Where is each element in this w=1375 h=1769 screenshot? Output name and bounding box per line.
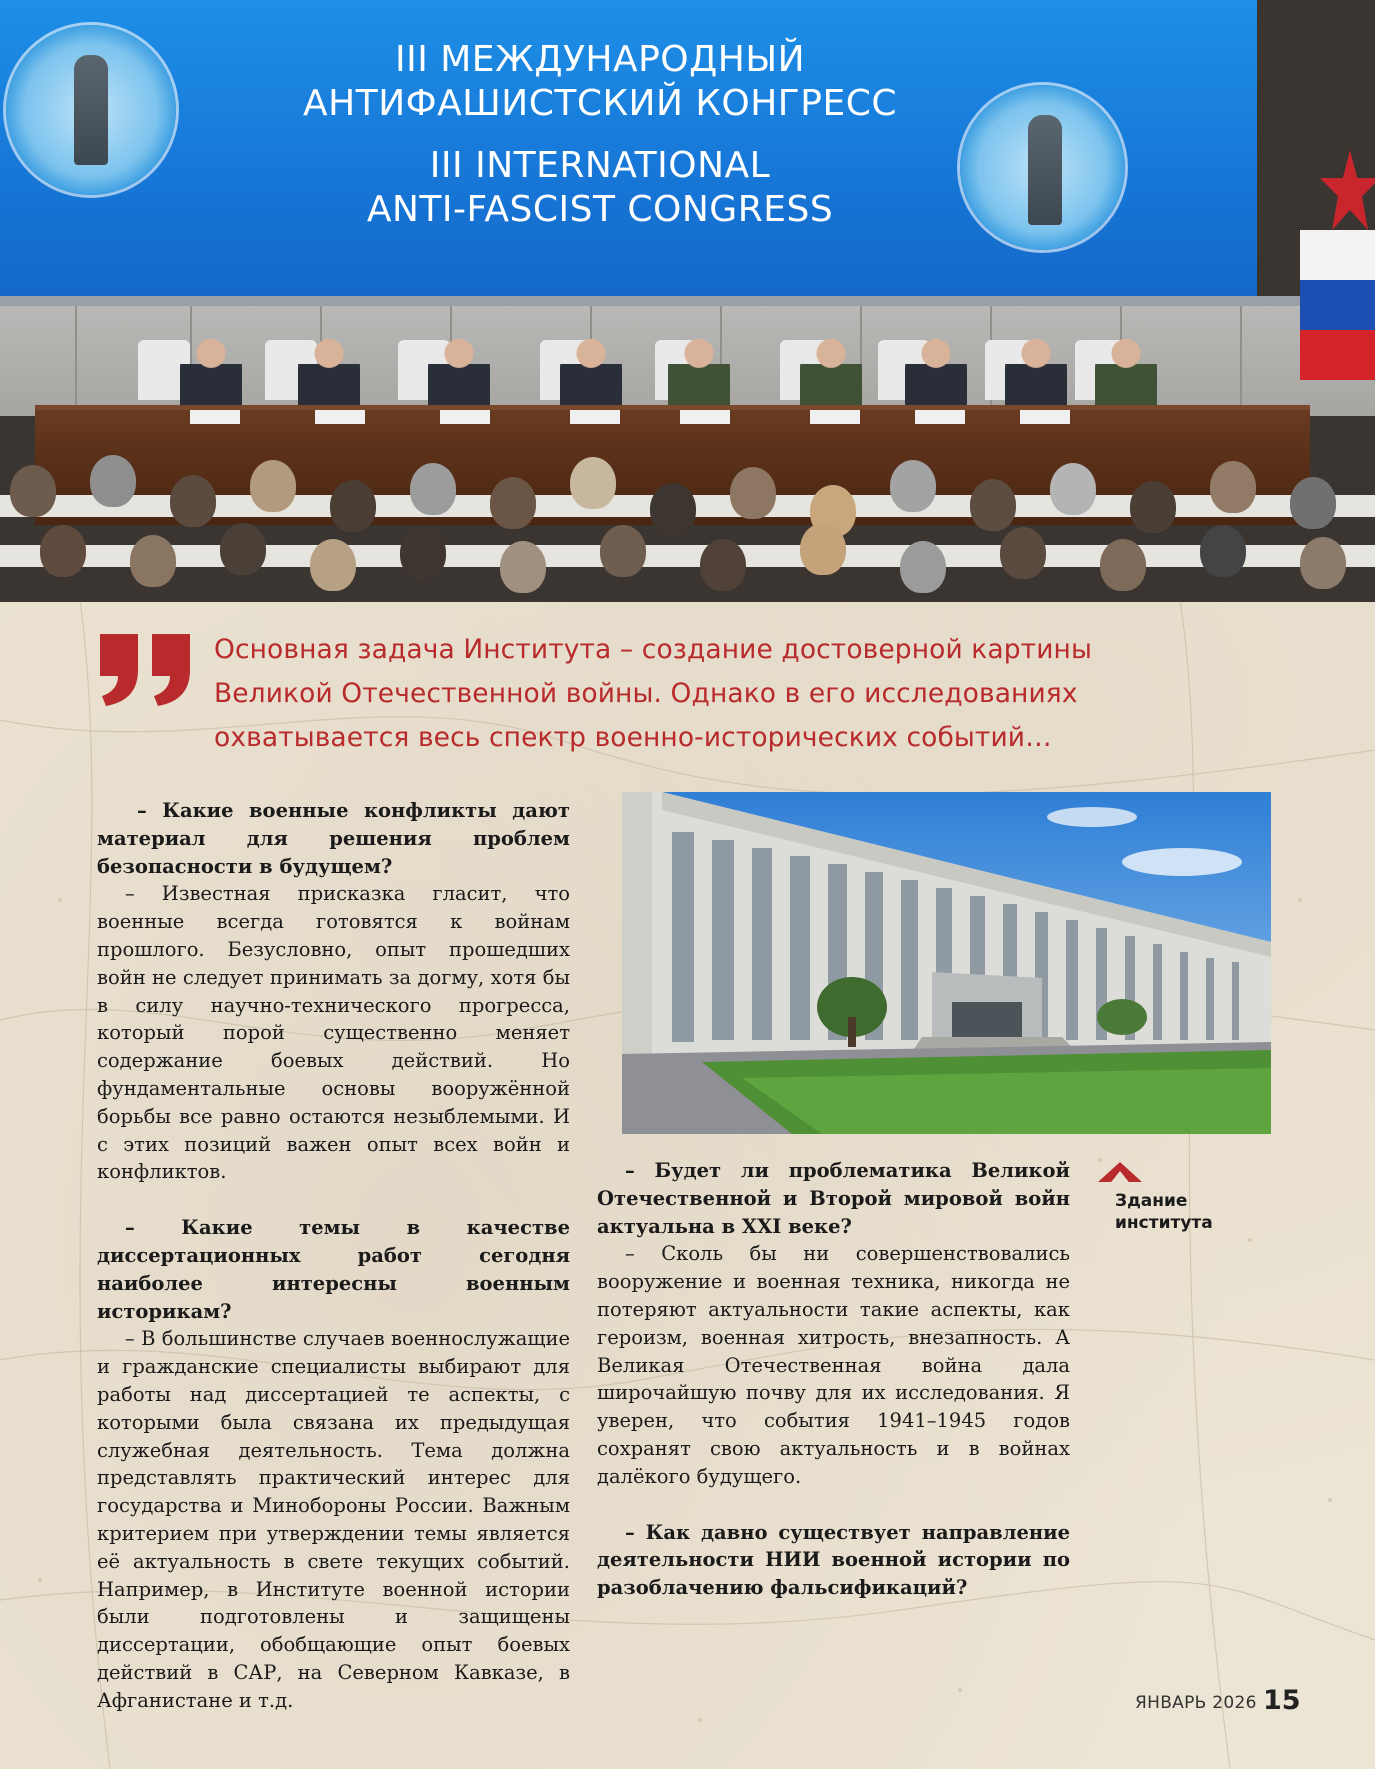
question-3: – Будет ли проблематика Великой Отечественной и Второй мировой войн актуальна в XXI веке?	[597, 1159, 1070, 1238]
pull-quote-line-1: Основная задача Института – создание достоверной картины	[214, 634, 1092, 665]
left-column	[97, 797, 570, 1715]
audience	[0, 455, 1375, 602]
presidium-member	[180, 338, 242, 408]
presidium-member	[560, 338, 622, 408]
screen-title	[300, 38, 900, 232]
presidium-member	[905, 338, 967, 408]
presidium-member	[668, 338, 730, 408]
answer-1: – Известная присказка гласит, что военные всегда готовятся к войнам прошлого. Безусловно, опыт прошедших войн не следует принимать за догму, хотя бы в силу научно-технического прогресса, который порой существенно меняет содержание боевых действий. Но фундаментальные основы вооружённой борьбы все равно остаются незыблемыми. И с этих позиций важен опыт всех войн и конфликтов.	[97, 882, 570, 1184]
russian-flag	[1300, 230, 1375, 380]
question-2: – Какие темы в качестве диссертационных работ сегодня наиболее интересны военным историкам?	[97, 1216, 570, 1323]
question-1: – Какие военные конфликты дают материал для решения проблем безопасности в будущем?	[97, 799, 570, 878]
page-number: 15	[1263, 1685, 1301, 1716]
screen-title-en-1: III INTERNATIONAL	[429, 145, 771, 186]
presidium-member	[1005, 338, 1067, 408]
screen-title-ru-1: III МЕЖДУНАРОДНЫЙ	[394, 39, 806, 80]
presidium-member	[1095, 338, 1157, 408]
pull-quote-line-3: охватывается весь спектр военно-исторических событий…	[214, 722, 1052, 753]
screen-frame	[0, 296, 1375, 306]
answer-2: – В большинстве случаев военнослужащие и гражданские специалисты выбирают для работы над диссертацией те аспекты, с которыми была связана их предыдущая служебная деятельность. Тема должна представлять практический интерес для государства и Минобороны России. Важным критерием при утверждении темы является её актуальность в свете текущих событий. Например, в Институте военной истории были подготовлены и защищены диссертации, обобщающие опыт боевых действий в САР, на Северном Кавказе, в Афганистане и т.д.	[97, 1327, 570, 1712]
congress-emblem-left	[6, 25, 176, 195]
presidium-member	[800, 338, 862, 408]
presidium-member	[298, 338, 360, 408]
presentation-screen	[0, 0, 1257, 300]
question-4: – Как давно существует направление деятельности НИИ военной истории по разоблачению фальсификаций?	[597, 1520, 1070, 1600]
presidium-member	[428, 338, 490, 408]
congress-photo	[0, 0, 1375, 602]
photo-caption: Здание института	[1115, 1191, 1213, 1233]
congress-emblem-right	[960, 85, 1125, 250]
pull-quote-line-2: Великой Отечественной войны. Однако в его исследованиях	[214, 678, 1078, 709]
institute-building-photo	[622, 792, 1271, 1134]
answer-3: – Сколь бы ни совершенствовались вооружение и военная техника, никогда не потеряют актуальности такие аспекты, как героизм, военная хитрость, внезапность. А Великая Отечественная война дала широчайшую почву для их исследования. Я уверен, что события 1941–1945 годов сохранят свою актуальность и в войнах далёкого будущего.	[597, 1242, 1070, 1488]
screen-title-ru-2: АНТИФАШИСТСКИЙ КОНГРЕСС	[303, 83, 897, 124]
quote-mark-icon	[98, 630, 194, 708]
issue-date: ЯНВАРЬ 2026	[1135, 1693, 1257, 1713]
middle-column	[597, 1157, 1070, 1602]
pull-quote	[214, 628, 1214, 760]
red-star-emblem	[1320, 150, 1375, 230]
screen-title-en-2: ANTI-FASCIST CONGRESS	[366, 189, 834, 230]
